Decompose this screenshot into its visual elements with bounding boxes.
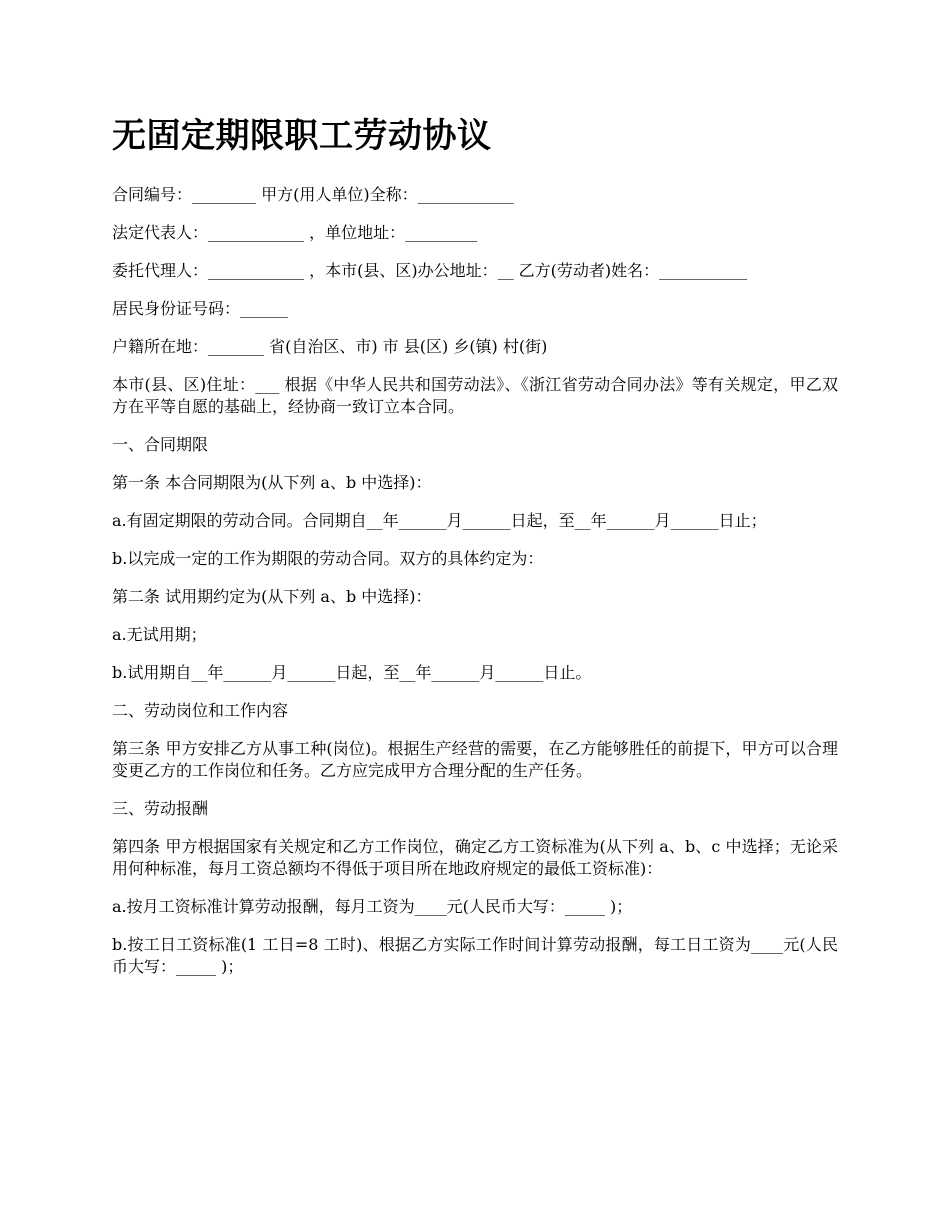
paragraph-contract-number: 合同编号：________ 甲方(用人单位)全称：____________ [112,185,514,204]
article-2-option-b: b.试用期自__年______月______日起，至__年______月______日止。 [112,663,592,682]
paragraph-agent: 委托代理人：____________ ，本市(县、区)办公地址：__ 乙方(劳动者)姓名：___________ [112,261,748,280]
article-1-option-b: b.以完成一定的工作为期限的劳动合同。双方的具体约定为： [112,549,544,568]
article-4-option-b: b.按工日工资标准(1 工日=8 工时)、根据乙方实际工作时间计算劳动报酬，每工日工资为____元(人民币大写：_____ )； [112,935,838,976]
article-3: 第三条 甲方安排乙方从事工种(岗位)。根据生产经营的需要，在乙方能够胜任的前提下，甲方可以合理变更乙方的工作岗位和任务。乙方应完成甲方合理分配的生产任务。 [112,739,838,780]
paragraph-address-preamble: 本市(县、区)住址：___ 根据《中华人民共和国劳动法》、《浙江省劳动合同办法》等有关规定，甲乙双方在平等自愿的基础上，经协商一致订立本合同。 [112,375,838,416]
section-heading-contract-term: 一、合同期限 [112,435,209,454]
article-2-option-a: a.无试用期； [112,625,207,644]
paragraph-id-number: 居民身份证号码：______ [112,299,289,318]
article-1-option-a: a.有固定期限的劳动合同。合同期自__年______月______日起，至__年______月______日止； [112,511,767,530]
paragraph-legal-representative: 法定代表人：____________ ，单位地址：_________ [112,223,478,242]
document-page [112,112,838,994]
article-1: 第一条 本合同期限为(从下列 a、b 中选择)： [112,473,432,492]
paragraph-household-registration: 户籍所在地：_______ 省(自治区、市) 市 县(区) 乡(镇) 村(街) [112,337,548,356]
document-title: 无固定期限职工劳动协议 [112,116,492,156]
article-4-option-a: a.按月工资标准计算劳动报酬，每月工资为____元(人民币大写：_____ )； [112,897,633,916]
article-4: 第四条 甲方根据国家有关规定和乙方工作岗位，确定乙方工资标准为(从下列 a、b、c 中选择；无论采用何种标准，每月工资总额均不得低于项目所在地政府规定的最低工资标准)： [112,837,838,878]
section-heading-job-content: 二、劳动岗位和工作内容 [112,701,289,720]
section-heading-remuneration: 三、劳动报酬 [112,799,209,818]
article-2: 第二条 试用期约定为(从下列 a、b 中选择)： [112,587,432,606]
